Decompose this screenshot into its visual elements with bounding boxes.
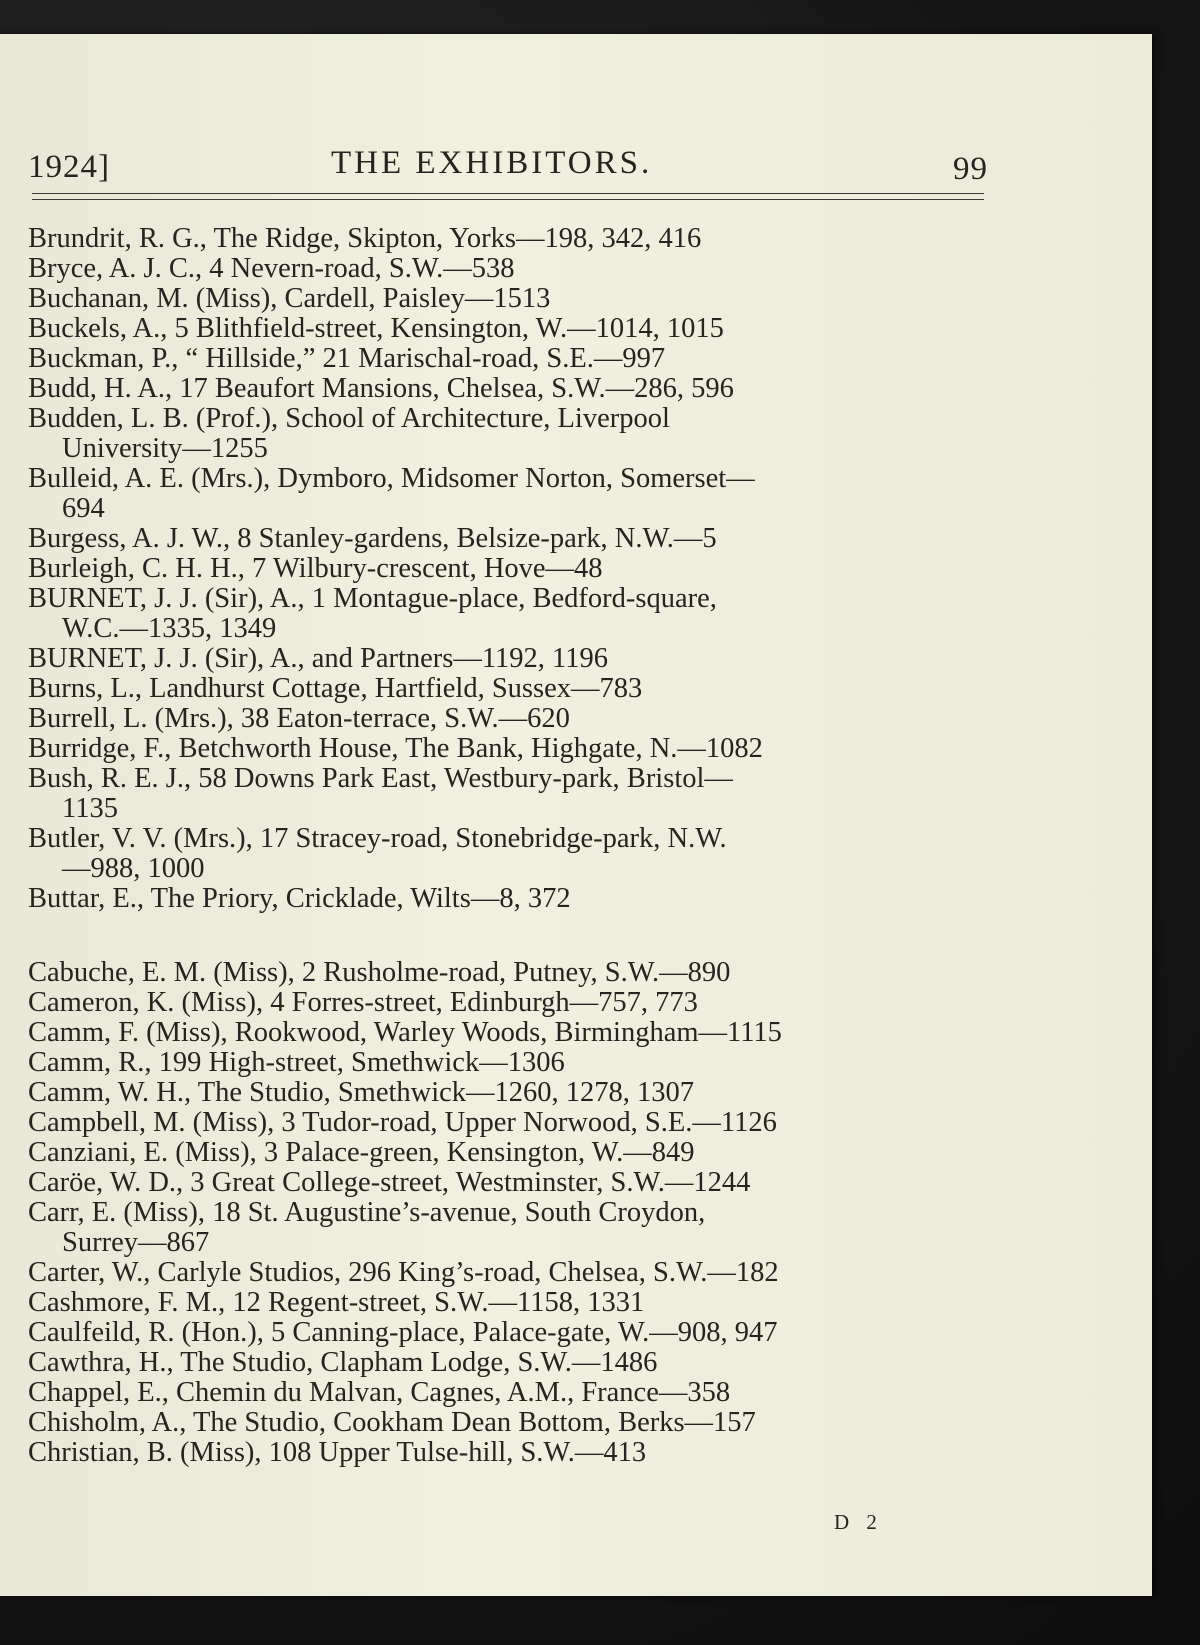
- exhibitor-entry-text: Cabuche, E. M. (Miss), 2 Rusholme-road, Putney, S.W.—890: [28, 957, 731, 988]
- exhibitor-entry: [28, 1138, 990, 1168]
- exhibitor-entry: [28, 284, 990, 314]
- exhibitor-entry-text: Burrell, L. (Mrs.), 38 Eaton-terrace, S.W.—620: [28, 703, 570, 734]
- exhibitor-entry-text: Cawthra, H., The Studio, Clapham Lodge, S.W.—1486: [28, 1347, 658, 1378]
- exhibitor-entry: [28, 1408, 990, 1438]
- exhibitor-entry: [28, 584, 990, 644]
- exhibitor-entry: [28, 674, 990, 704]
- exhibitor-entry: [28, 314, 990, 344]
- exhibitor-entry: [28, 1018, 990, 1048]
- signature-mark: D 2: [834, 1510, 883, 1534]
- exhibitor-entry: [28, 524, 990, 554]
- exhibitor-entry: [28, 764, 990, 824]
- exhibitor-entry: [28, 1348, 990, 1378]
- header-rule-thin: [32, 199, 984, 200]
- exhibitor-entry-text: BURNET, J. J. (Sir), A., and Partners—1192, 1196: [28, 643, 608, 674]
- exhibitor-entry-text: Carr, E. (Miss), 18 St. Augustine’s-avenue, South Croydon,: [28, 1197, 706, 1228]
- exhibitor-entry-text: BURNET, J. J. (Sir), A., 1 Montague-place, Bedford-square,: [28, 583, 717, 614]
- exhibitor-entry-continuation: —988, 1000: [62, 853, 205, 884]
- exhibitor-entry-text: Bush, R. E. J., 58 Downs Park East, Westbury-park, Bristol—: [28, 763, 733, 794]
- book-page: [0, 34, 1152, 1596]
- exhibitor-entry-text: Burgess, A. J. W., 8 Stanley-gardens, Belsize-park, N.W.—5: [28, 523, 717, 554]
- exhibitor-entry: [28, 224, 990, 254]
- exhibitor-entry-text: Caröe, W. D., 3 Great College-street, Westminster, S.W.—1244: [28, 1167, 751, 1198]
- exhibitor-entry-continuation: Surrey—867: [62, 1227, 210, 1258]
- exhibitor-entry-continuation: University—1255: [62, 433, 268, 464]
- exhibitor-entry-text: Brundrit, R. G., The Ridge, Skipton, Yorks—198, 342, 416: [28, 223, 702, 254]
- exhibitor-entry-text: Christian, B. (Miss), 108 Upper Tulse-hill, S.W.—413: [28, 1437, 647, 1468]
- exhibitor-entry: [28, 704, 990, 734]
- exhibitor-entry-text: Camm, F. (Miss), Rookwood, Warley Woods, Birmingham—1115: [28, 1017, 782, 1048]
- exhibitor-entry: [28, 1438, 990, 1468]
- exhibitor-list: [28, 224, 990, 1468]
- page-title: THE EXHIBITORS.: [331, 145, 653, 181]
- exhibitor-entry: [28, 734, 990, 764]
- exhibitor-entry: [28, 958, 990, 988]
- exhibitor-entry-text: Camm, R., 199 High-street, Smethwick—1306: [28, 1047, 565, 1078]
- exhibitor-entry: [28, 884, 990, 914]
- exhibitor-section-c: [28, 958, 990, 1468]
- exhibitor-entry-text: Campbell, M. (Miss), 3 Tudor-road, Upper Norwood, S.E.—1126: [28, 1107, 777, 1138]
- exhibitor-entry: [28, 554, 990, 584]
- exhibitor-entry: [28, 988, 990, 1018]
- exhibitor-entry-text: Bulleid, A. E. (Mrs.), Dymboro, Midsomer Norton, Somerset—: [28, 463, 755, 494]
- exhibitor-entry-continuation: 1135: [62, 793, 118, 824]
- exhibitor-entry: [28, 1078, 990, 1108]
- exhibitor-entry-text: Camm, W. H., The Studio, Smethwick—1260, 1278, 1307: [28, 1077, 695, 1108]
- exhibitor-entry: [28, 1288, 990, 1318]
- exhibitor-entry-text: Buchanan, M. (Miss), Cardell, Paisley—1513: [28, 283, 551, 314]
- exhibitor-entry-text: Burleigh, C. H. H., 7 Wilbury-crescent, Hove—48: [28, 553, 603, 584]
- exhibitor-entry-text: Buttar, E., The Priory, Cricklade, Wilts—8, 372: [28, 883, 571, 914]
- exhibitor-entry: [28, 404, 990, 464]
- exhibitor-entry: [28, 1318, 990, 1348]
- exhibitor-entry-continuation: 694: [62, 493, 105, 524]
- exhibitor-entry: [28, 1108, 990, 1138]
- exhibitor-entry-text: Butler, V. V. (Mrs.), 17 Stracey-road, Stonebridge-park, N.W.: [28, 823, 727, 854]
- exhibitor-entry-text: Chisholm, A., The Studio, Cookham Dean Bottom, Berks—157: [28, 1407, 756, 1438]
- exhibitor-entry-text: Carter, W., Carlyle Studios, 296 King’s-road, Chelsea, S.W.—182: [28, 1257, 779, 1288]
- exhibitor-entry: [28, 824, 990, 884]
- exhibitor-entry-text: Bryce, A. J. C., 4 Nevern-road, S.W.—538: [28, 253, 515, 284]
- exhibitor-entry-text: Cashmore, F. M., 12 Regent-street, S.W.—1158, 1331: [28, 1287, 645, 1318]
- exhibitor-entry-text: Buckels, A., 5 Blithfield-street, Kensington, W.—1014, 1015: [28, 313, 724, 344]
- header-rule-thick: [32, 193, 984, 194]
- exhibitor-entry-text: Cameron, K. (Miss), 4 Forres-street, Edinburgh—757, 773: [28, 987, 698, 1018]
- exhibitor-entry-text: Burns, L., Landhurst Cottage, Hartfield, Sussex—783: [28, 673, 643, 704]
- exhibitor-entry: [28, 344, 990, 374]
- exhibitor-entry: [28, 374, 990, 404]
- exhibitor-entry-text: Budd, H. A., 17 Beaufort Mansions, Chelsea, S.W.—286, 596: [28, 373, 734, 404]
- exhibitor-entry: [28, 1168, 990, 1198]
- exhibitor-entry: [28, 1048, 990, 1078]
- exhibitor-entry-text: Chappel, E., Chemin du Malvan, Cagnes, A.M., France—358: [28, 1377, 731, 1408]
- header-year: 1924]: [28, 149, 110, 185]
- section-gap: [28, 914, 990, 958]
- exhibitor-entry-text: Canziani, E. (Miss), 3 Palace-green, Kensington, W.—849: [28, 1137, 695, 1168]
- exhibitor-entry-text: Budden, L. B. (Prof.), School of Architecture, Liverpool: [28, 403, 670, 434]
- exhibitor-entry-continuation: W.C.—1335, 1349: [62, 613, 277, 644]
- exhibitor-entry-text: Burridge, F., Betchworth House, The Bank, Highgate, N.—1082: [28, 733, 763, 764]
- exhibitor-entry-text: Caulfeild, R. (Hon.), 5 Canning-place, Palace-gate, W.—908, 947: [28, 1317, 778, 1348]
- exhibitor-section-b: [28, 224, 990, 914]
- exhibitor-entry-text: Buckman, P., “ Hillside,” 21 Marischal-road, S.E.—997: [28, 343, 666, 374]
- exhibitor-entry: [28, 644, 990, 674]
- exhibitor-entry: [28, 464, 990, 524]
- exhibitor-entry: [28, 254, 990, 284]
- exhibitor-entry: [28, 1258, 990, 1288]
- page-number: 99: [953, 151, 988, 187]
- running-header: [28, 145, 988, 189]
- exhibitor-entry: [28, 1198, 990, 1258]
- exhibitor-entry: [28, 1378, 990, 1408]
